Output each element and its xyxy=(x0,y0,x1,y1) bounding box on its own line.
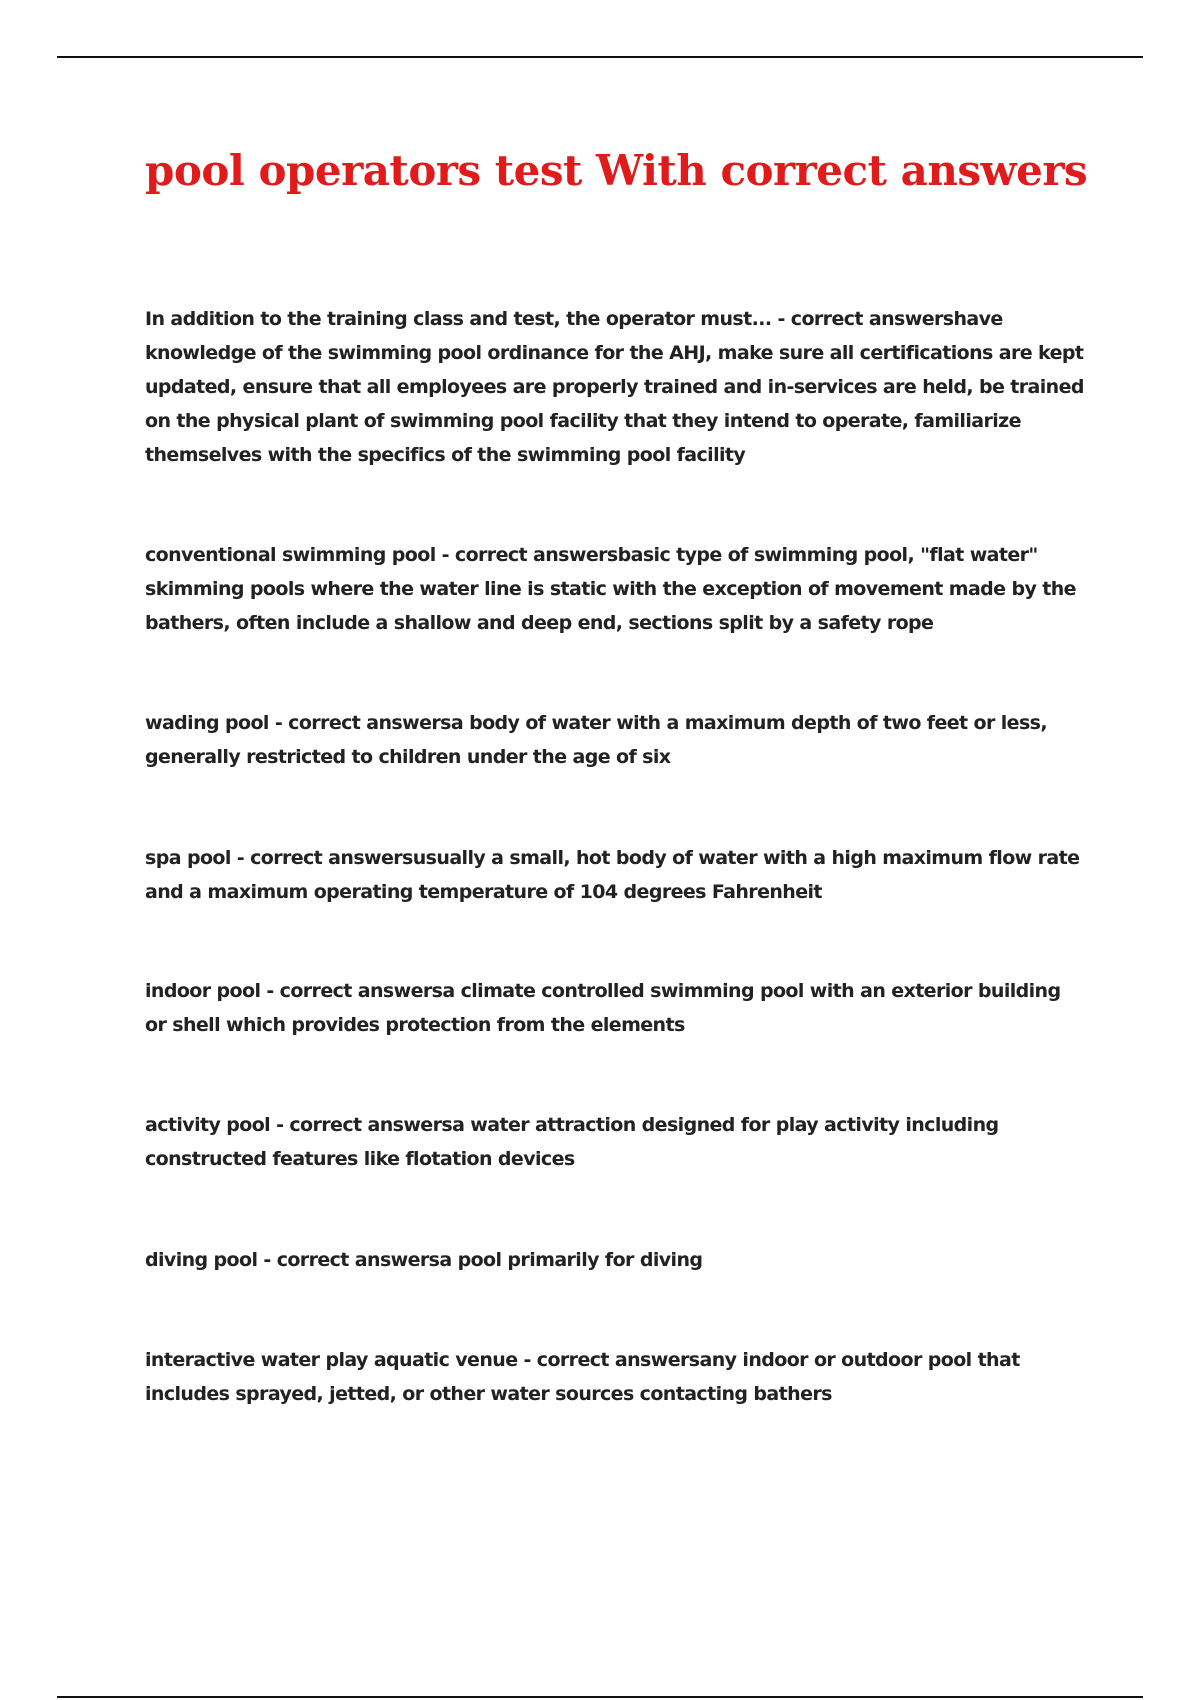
qa-entry-conventional-pool: conventional swimming pool - correct answersbasic type of swimming pool, "flat water" skimming pools where the water line is static with the exception of movement made by the bathers, often include a shallow and deep end, sections split by a safety rope xyxy=(145,544,1076,634)
qa-entry-spa-pool: spa pool - correct answersusually a small, hot body of water with a high maximum flow rate and a maximum operating temperature of 104 degrees Fahrenheit xyxy=(145,847,1080,903)
document-title: pool operators test With correct answers xyxy=(145,146,1088,195)
bottom-divider xyxy=(57,1696,1143,1698)
qa-entry-interactive-water-play: interactive water play aquatic venue - correct answersany indoor or outdoor pool that includes sprayed, jetted, or other water sources contacting bathers xyxy=(145,1349,1020,1405)
top-divider xyxy=(57,56,1143,58)
qa-entry-activity-pool: activity pool - correct answersa water attraction designed for play activity including constructed features like flotation devices xyxy=(145,1114,999,1170)
qa-entry-diving-pool: diving pool - correct answersa pool primarily for diving xyxy=(145,1249,703,1271)
qa-entry-indoor-pool: indoor pool - correct answersa climate controlled swimming pool with an exterior building or shell which provides protection from the elements xyxy=(145,980,1061,1036)
qa-entry-wading-pool: wading pool - correct answersa body of water with a maximum depth of two feet or less, generally restricted to children under the age of six xyxy=(145,712,1048,768)
qa-entry-operator-requirements: In addition to the training class and test, the operator must... - correct answershave knowledge of the swimming pool ordinance for the AHJ, make sure all certifications are kept updated, ensure that all employees are properly trained and in-services are held, be trained on the physical plant of swimming pool facility that they intend to operate, familiarize themselves with the specifics of the swimming pool facility xyxy=(145,308,1084,466)
